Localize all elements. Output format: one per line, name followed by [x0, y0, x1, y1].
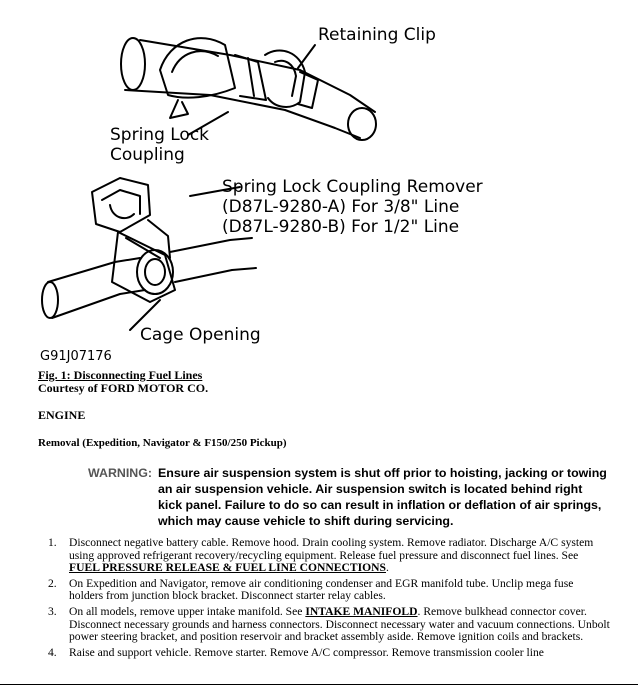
spring-lock-label-line2: Coupling	[110, 145, 185, 165]
lower-fuel-line	[42, 238, 256, 318]
figure-id: G91J07176	[40, 349, 112, 364]
fuel-pressure-release-link[interactable]: FUEL PRESSURE RELEASE & FUEL LINE CONNECTIONS	[69, 561, 386, 575]
figure-caption-credit: Courtesy of FORD MOTOR CO.	[38, 381, 209, 395]
step-text-end: . Remove bulkhead connector cover. Disconnect necessary grounds and harness connectors. Disconnect necessary water and vacuum connections. Unbolt power steering bracket, and position reservoir and bracket assembly aside. Remove ignition coils and brackets.	[69, 604, 610, 644]
intake-manifold-link[interactable]: INTAKE MANIFOLD	[305, 604, 418, 618]
spring-lock-coupling-drawing	[160, 38, 266, 118]
step-number: 4.	[48, 645, 57, 659]
list-item	[40, 578, 610, 603]
warning-text: Ensure air suspension system is shut off prior to hoisting, jacking or towing an air suspension vehicle. Air suspension switch is located behind right kick panel. Failure to do so can result in inflation or deflation of air springs, which may cause vehicle to shift during servicing.	[158, 466, 607, 528]
remover-tool-drawing	[92, 178, 175, 302]
step-number: 2.	[48, 576, 57, 590]
list-item	[40, 606, 610, 644]
cage-opening-label: Cage Opening	[140, 325, 261, 345]
remover-label-line3: (D87L-9280-B) For 1/2" Line	[222, 217, 460, 237]
step-text-end: .	[385, 561, 389, 575]
page-bottom-rule	[0, 684, 638, 685]
list-item	[40, 537, 610, 575]
remover-label-line2: (D87L-9280-A) For 3/8" Line	[222, 197, 460, 217]
section-heading: ENGINE	[38, 408, 86, 422]
step-number: 1.	[48, 536, 57, 549]
list-item	[40, 647, 610, 660]
remover-label-line1: Spring Lock Coupling Remover	[222, 177, 483, 197]
step-number: 3.	[48, 604, 57, 618]
step-text: Raise and support vehicle. Remove starter. Remove A/C compressor. Remove transmission cooler line	[69, 645, 544, 659]
section-subheading: Removal (Expedition, Navigator & F150/250 Pickup)	[38, 437, 287, 449]
retaining-clip-label: Retaining Clip	[318, 25, 436, 45]
step-text: On Expedition and Navigator, remove air conditioning condenser and EGR manifold tube. Unclip mega fuse holders from junction block bracket. Disconnect starter relay cables.	[69, 576, 574, 603]
retaining-clip-drawing	[265, 50, 318, 108]
step-text: Disconnect negative battery cable. Remove hood. Drain cooling system. Remove radiator. Discharge A/C system using approved refrigerant recovery/recycling equipment. Release fuel pressure and disconnect fuel lines. See	[69, 536, 594, 562]
spring-lock-label-line1: Spring Lock	[110, 125, 210, 145]
warning-label: WARNING:	[88, 466, 153, 480]
figure-caption-title: Fig. 1: Disconnecting Fuel Lines	[38, 368, 203, 382]
removal-steps	[40, 537, 610, 662]
step-text: On all models, remove upper intake manifold. See	[69, 604, 306, 618]
